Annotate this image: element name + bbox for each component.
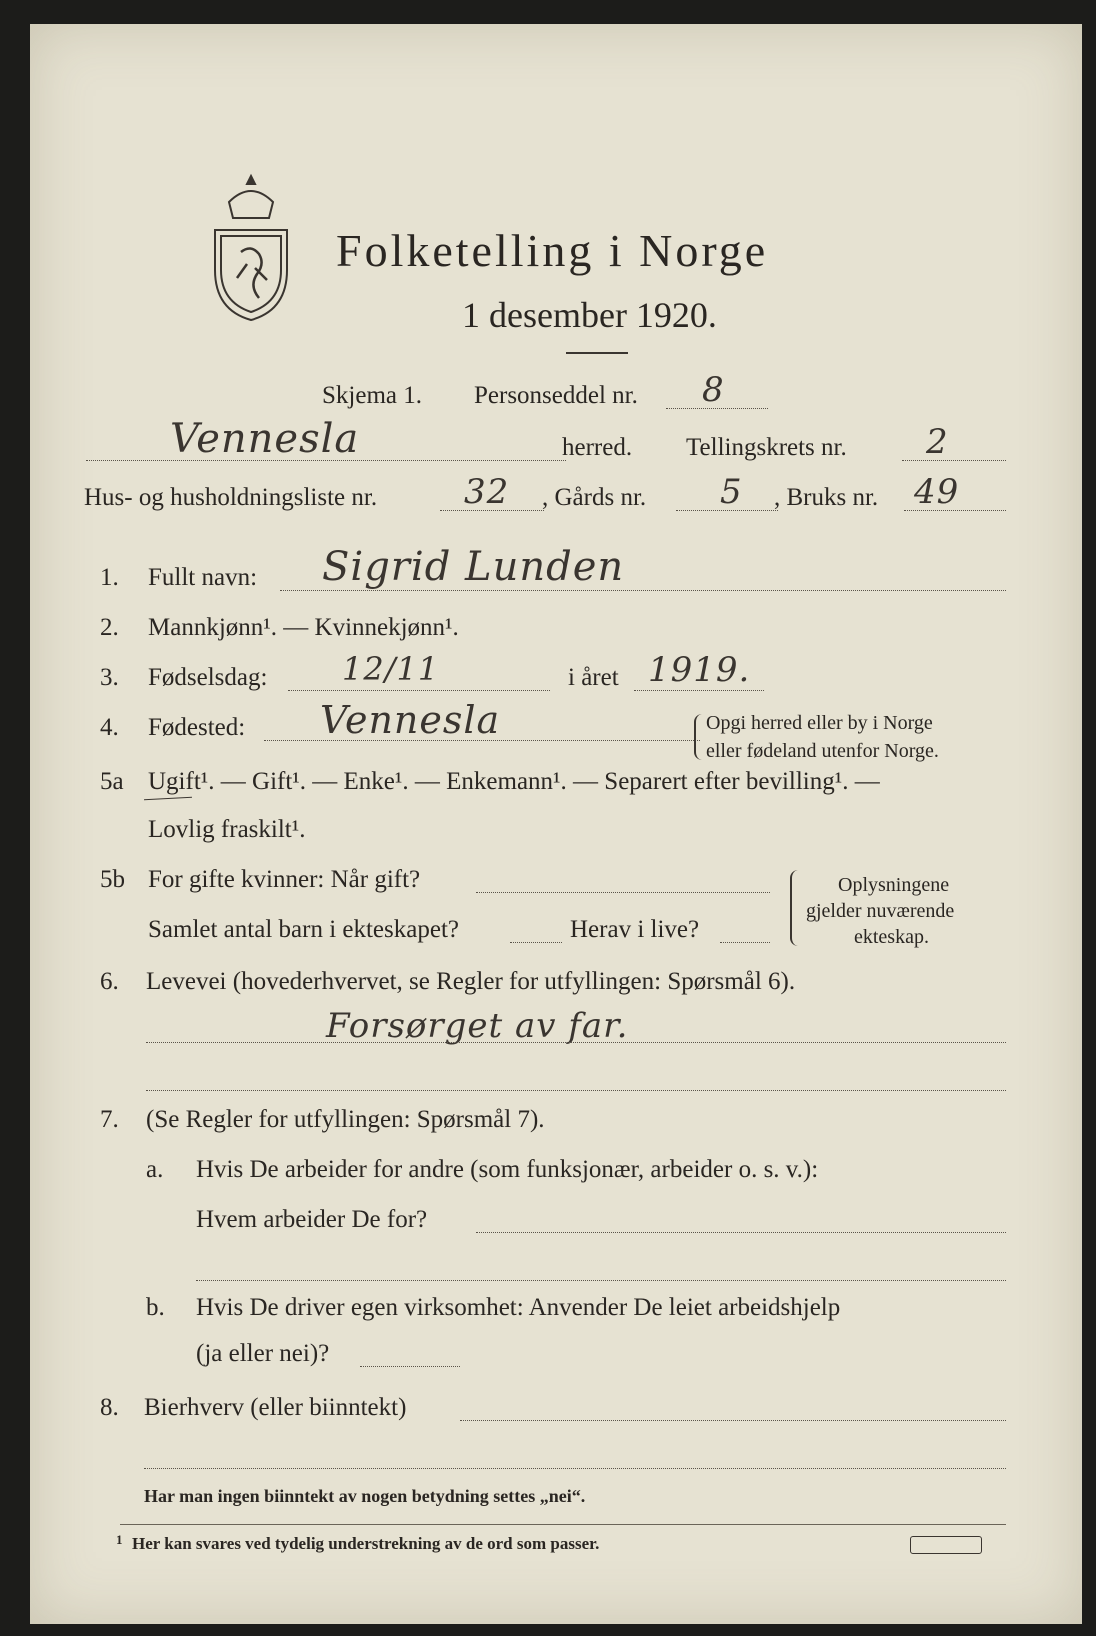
bruks-value: 49	[914, 472, 960, 512]
footnote-mark: 1	[116, 1532, 123, 1547]
q8-line	[460, 1420, 1006, 1421]
q8-label: Bierhverv (eller biinntekt)	[144, 1394, 407, 1421]
q3-number: 3.	[100, 664, 119, 691]
q7b-line-2: (ja eller nei)?	[196, 1340, 330, 1367]
q5b-line-2b: Herav i live?	[570, 916, 700, 943]
q5a-line-2: Lovlig fraskilt¹.	[148, 816, 306, 843]
bruks-label: , Bruks nr.	[774, 484, 879, 511]
q7-label: (Se Regler for utfyllingen: Spørsmål 7).	[146, 1106, 545, 1133]
q7b-line-1: Hvis De driver egen virksomhet: Anvender De leiet arbeidshjelp	[196, 1294, 841, 1321]
q7a-line-2: Hvem arbeider De for?	[196, 1206, 428, 1233]
q6-number: 6.	[100, 968, 119, 995]
q2-number: 2.	[100, 614, 119, 641]
q5b-note-3: ekteskap.	[854, 926, 929, 948]
q3-label: Fødselsdag:	[148, 664, 268, 691]
q7a-line-extra	[196, 1280, 1006, 1281]
footnote-text: Her kan svares ved tydelig understrekning av de ord som passer.	[132, 1534, 600, 1553]
title-divider	[566, 352, 628, 354]
q5b-line-2a: Samlet antal barn i ekteskapet?	[148, 916, 459, 943]
q7a-line-1: Hvis De arbeider for andre (som funksjonær, arbeider o. s. v.):	[196, 1156, 819, 1183]
q3-line	[288, 690, 550, 691]
tellingskrets-line	[902, 460, 1006, 461]
q5b-children-line	[510, 942, 562, 943]
q5b-brace	[790, 870, 798, 946]
q4-brace	[694, 714, 702, 760]
q6-value: Forsørget av far.	[326, 1006, 629, 1046]
q1-line	[280, 590, 1006, 591]
hus-label: Hus- og husholdningsliste nr.	[84, 484, 378, 511]
q6-line-1	[146, 1042, 1006, 1043]
form-title: Folketelling i Norge	[336, 225, 769, 276]
q8-number: 8.	[100, 1394, 119, 1421]
personseddel-label: Personseddel nr.	[474, 382, 638, 409]
nei-note: Har man ingen biinntekt av nogen betydning settes „nei“.	[144, 1486, 586, 1506]
printer-stamp	[910, 1536, 982, 1554]
ugift-underline	[144, 797, 192, 801]
skjema-label: Skjema 1.	[322, 382, 422, 409]
norway-coat-of-arms-icon	[205, 172, 297, 324]
q5a-line-1: Ugift¹. — Gift¹. — Enke¹. — Enkemann¹. — Separert efter bevilling¹. —	[148, 768, 880, 795]
q3-year-label: i året	[568, 664, 619, 691]
q8-line-extra	[144, 1468, 1006, 1469]
personseddel-value: 8	[702, 370, 725, 410]
q4-note-1: Opgi herred eller by i Norge	[706, 712, 933, 734]
q4-label: Fødested:	[148, 714, 246, 741]
tellingskrets-label: Tellingskrets nr.	[686, 434, 847, 461]
footnote-divider	[120, 1524, 1006, 1525]
q5b-line-1: For gifte kvinner: Når gift?	[148, 866, 421, 893]
gards-value: 5	[720, 472, 743, 512]
q3-value: 12/11	[342, 650, 440, 688]
q1-label: Fullt navn:	[148, 564, 258, 591]
q1-value: Sigrid Lunden	[322, 544, 625, 590]
q5b-number: 5b	[100, 866, 125, 893]
tellingskrets-value: 2	[926, 422, 949, 462]
q5b-note-1: Oplysningene	[838, 874, 950, 896]
q4-value: Vennesla	[320, 698, 501, 742]
q6-line-2	[146, 1090, 1006, 1091]
q5a-number: 5a	[100, 768, 124, 795]
herred-value: Vennesla	[170, 416, 360, 462]
q7a-number: a.	[146, 1156, 164, 1183]
q4-number: 4.	[100, 714, 119, 741]
q7-number: 7.	[100, 1106, 119, 1133]
census-form-page	[30, 24, 1082, 1624]
gards-label: , Gårds nr.	[542, 484, 647, 511]
q7a-line	[476, 1232, 1006, 1233]
q6-label: Levevei (hovederhvervet, se Regler for utfyllingen: Spørsmål 6).	[146, 968, 796, 995]
q5b-alive-line	[720, 942, 770, 943]
q7b-line	[360, 1366, 460, 1367]
q7b-number: b.	[146, 1294, 165, 1321]
q5b-married-line	[476, 892, 770, 893]
q2-label: Mannkjønn¹. — Kvinnekjønn¹.	[148, 614, 459, 641]
q3-year-value: 1919.	[648, 650, 751, 690]
form-date: 1 desember 1920.	[462, 295, 717, 335]
q4-note-2: eller fødeland utenfor Norge.	[706, 740, 939, 762]
hus-value: 32	[464, 472, 510, 512]
q1-number: 1.	[100, 564, 119, 591]
q5b-note-2: gjelder nuværende	[806, 900, 955, 922]
q3-year-line	[634, 690, 764, 691]
herred-label: herred.	[562, 434, 633, 461]
